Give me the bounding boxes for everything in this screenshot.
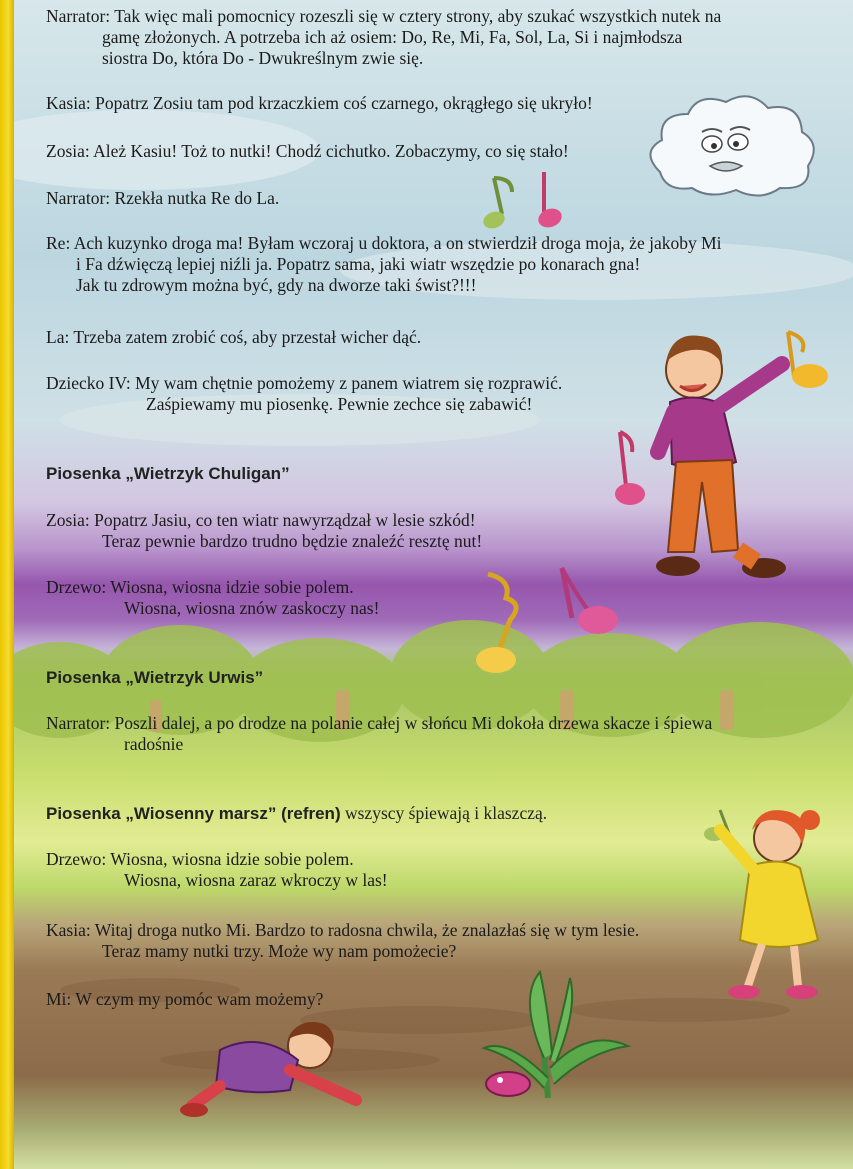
line: Mi: W czym my pomóc wam możemy? [46, 989, 324, 1009]
dialogue-drzewo-1 [46, 577, 826, 619]
song-heading-wietrzyk-urwis: Piosenka „Wietrzyk Urwis” [46, 668, 264, 687]
dialogue-la [46, 327, 826, 348]
dialogue-zosia-1 [46, 141, 826, 162]
line: Narrator: Rzekła nutka Re do La. [46, 188, 280, 208]
dialogue-mi [46, 989, 826, 1010]
song-title: Piosenka „Wiosenny marsz” (refren) [46, 804, 341, 823]
dialogue-dziecko-iv [46, 373, 826, 415]
dialogue-drzewo-2 [46, 849, 826, 891]
dialogue-narrator-1 [46, 6, 826, 69]
song-heading-wietrzyk-chuligan: Piosenka „Wietrzyk Chuligan” [46, 464, 290, 483]
line: gamę złożonych. A potrzeba ich aż osiem: Do, Re, Mi, Fa, Sol, La, Si i najmłodsza [102, 27, 683, 47]
line: Zosia: Popatrz Jasiu, co ten wiatr nawyrządzał w lesie szkód! [46, 510, 476, 530]
dialogue-kasia-1 [46, 93, 826, 114]
dialogue-kasia-2 [46, 920, 826, 962]
line: Zosia: Ależ Kasiu! Toż to nutki! Chodź cichutko. Zobaczymy, co się stało! [46, 141, 569, 161]
line: Teraz mamy nutki trzy. Może wy nam pomożecie? [102, 941, 457, 961]
line: Kasia: Witaj droga nutko Mi. Bardzo to radosna chwila, że znalazłaś się w tym lesie. [46, 920, 640, 940]
line: Narrator: Poszli dalej, a po drodze na polanie całej w słońcu Mi dokoła drzewa skacze i śpiewa [46, 713, 713, 733]
line: Jak tu zdrowym można być, gdy na dworze taki świst?!!! [76, 275, 477, 295]
line: radośnie [124, 734, 184, 754]
dialogue-narrator-2 [46, 188, 826, 209]
line: Wiosna, wiosna zaraz wkroczy w las! [124, 870, 388, 890]
dialogue-zosia-2 [46, 510, 826, 552]
dialogue-re [46, 233, 826, 296]
song-heading-wiosenny-marsz [46, 803, 836, 824]
dialogue-narrator-3 [46, 713, 826, 755]
line: Drzewo: Wiosna, wiosna idzie sobie polem. [46, 577, 354, 597]
line: i Fa dźwięczą lepiej niźli ja. Popatrz sama, jaki wiatr wszędzie po konarach gna! [76, 254, 641, 274]
line: Kasia: Popatrz Zosiu tam pod krzaczkiem coś czarnego, okrągłego się ukryło! [46, 93, 593, 113]
song-instruction: wszyscy śpiewają i klaszczą. [340, 803, 548, 823]
line: Wiosna, wiosna znów zaskoczy nas! [124, 598, 380, 618]
line: Narrator: Tak więc mali pomocnicy rozeszli się w cztery strony, aby szukać wszystkich nutek na [46, 6, 722, 26]
line: Zaśpiewamy mu piosenkę. Pewnie zechce się zabawić! [146, 394, 533, 414]
line: Dziecko IV: My wam chętnie pomożemy z panem wiatrem się rozprawić. [46, 373, 563, 393]
line: La: Trzeba zatem zrobić coś, aby przestał wicher dąć. [46, 327, 422, 347]
line: Teraz pewnie bardzo trudno będzie znaleźć resztę nut! [102, 531, 483, 551]
line: Drzewo: Wiosna, wiosna idzie sobie polem. [46, 849, 354, 869]
line: siostra Do, która Do - Dwukreślnym zwie się. [102, 48, 424, 68]
line: Re: Ach kuzynko droga ma! Byłam wczoraj u doktora, a on stwierdził droga moja, że jakoby Mi [46, 233, 722, 253]
